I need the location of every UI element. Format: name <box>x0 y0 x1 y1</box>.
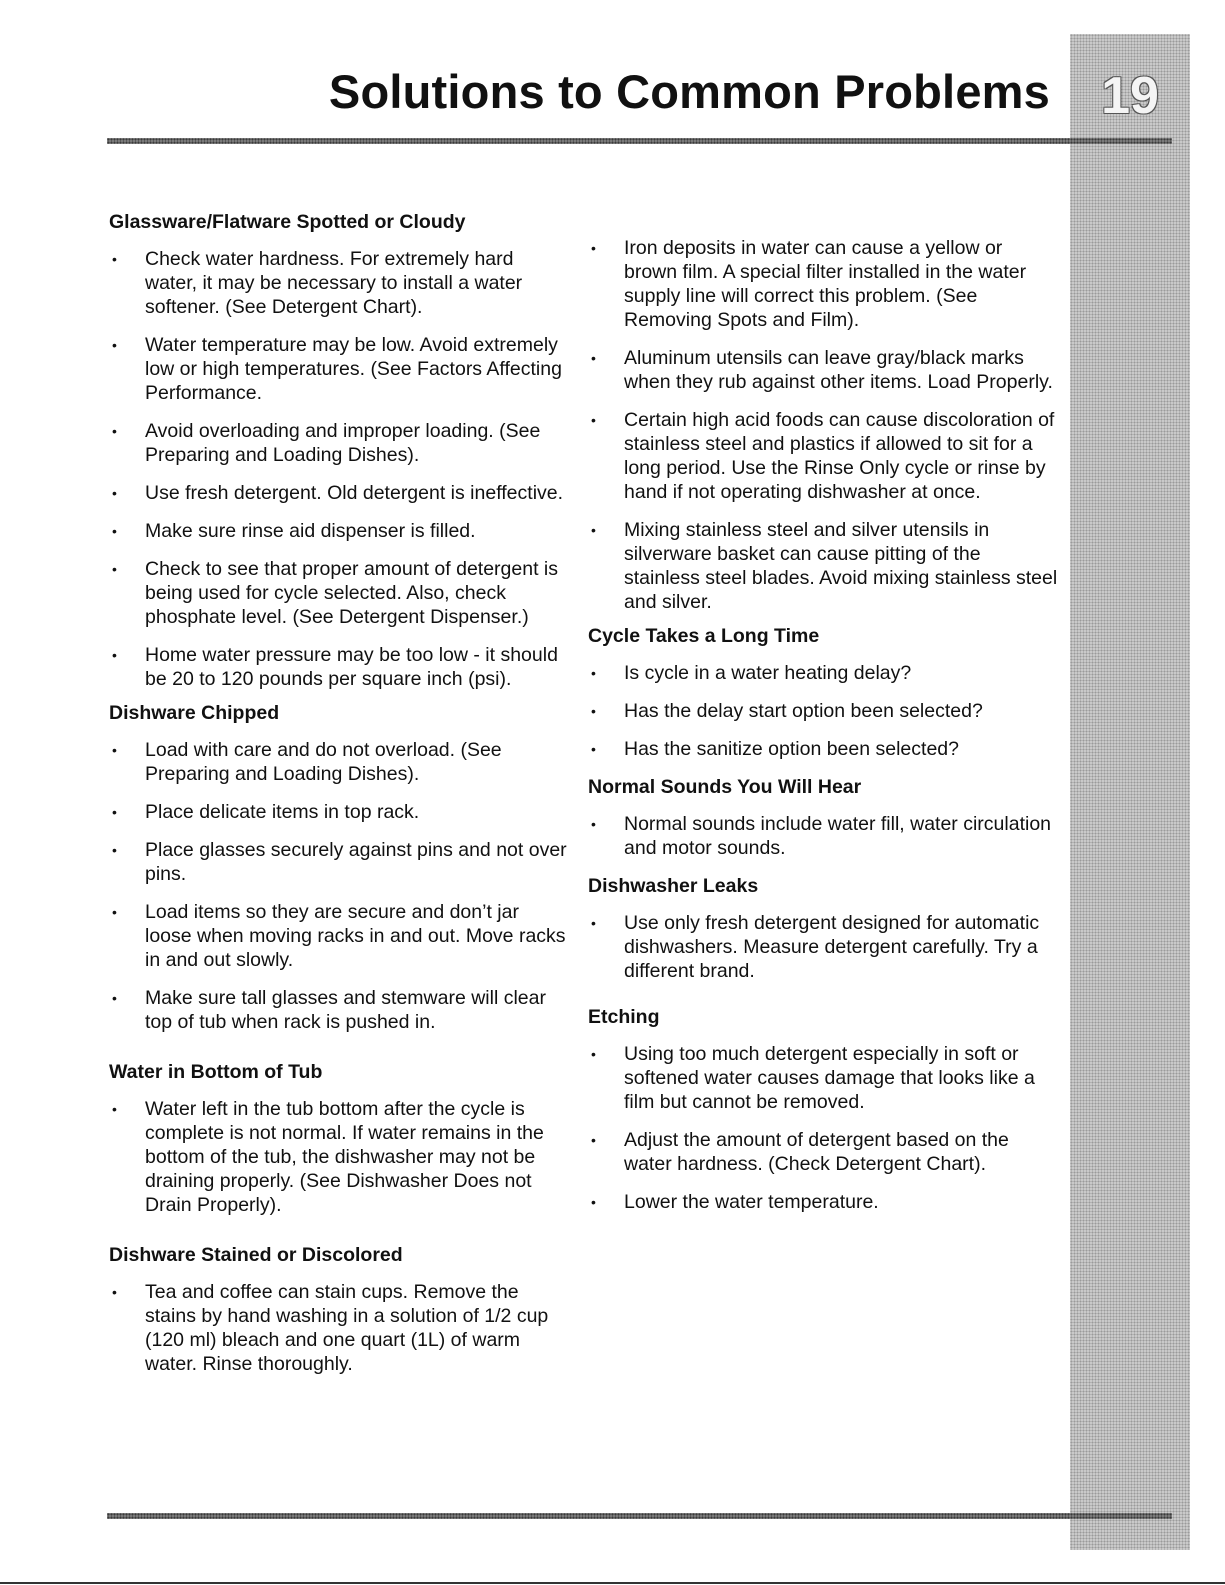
list-item-text: Make sure rinse aid dispenser is filled. <box>145 520 476 542</box>
list-item <box>588 1190 1058 1214</box>
bullet-icon: • <box>112 990 117 1006</box>
list-item <box>109 333 569 405</box>
section-heading: Glassware/Flatware Spotted or Cloudy <box>109 211 466 233</box>
bullet-icon: • <box>112 485 117 501</box>
bullet-icon: • <box>591 665 596 681</box>
bullet-icon: • <box>591 1132 596 1148</box>
list-item <box>588 408 1058 504</box>
list-item-text: Avoid overloading and improper loading. (See Preparing and Loading Dishes). <box>145 420 541 466</box>
list-item <box>588 812 1058 860</box>
list-item <box>109 247 569 319</box>
list-item-text: Home water pressure may be too low - it should be 20 to 120 pounds per square inch (psi). <box>145 644 558 690</box>
bullet-icon: • <box>112 523 117 539</box>
list-item <box>588 699 1058 723</box>
list-item <box>588 737 1058 761</box>
bullet-icon: • <box>591 412 596 428</box>
section <box>109 1243 569 1376</box>
list-item-text: Iron deposits in water can cause a yellow or brown film. A special filter installed in the water supply line will correct this problem. (See Removing Spots and Film). <box>624 237 1027 331</box>
list-item-text: Lower the water temperature. <box>624 1191 879 1213</box>
list-item <box>588 661 1058 685</box>
bullet-icon: • <box>112 804 117 820</box>
list-item <box>109 1097 569 1217</box>
list-item-text: Mixing stainless steel and silver utensils in silverware basket can cause pitting of the stainless steel blades. Avoid mixing stainless steel and silver. <box>624 519 1058 613</box>
section <box>109 210 569 691</box>
bullet-icon: • <box>112 904 117 920</box>
bullet-icon: • <box>591 703 596 719</box>
list-item <box>588 911 1058 983</box>
section <box>588 624 1058 761</box>
list-item-text: Normal sounds include water fill, water circulation and motor sounds. <box>624 813 1052 859</box>
list-item-text: Make sure tall glasses and stemware will clear top of tub when rack is pushed in. <box>145 987 546 1033</box>
list-item-text: Water temperature may be low. Avoid extremely low or high temperatures. (See Factors Affecting Performance. <box>145 334 562 404</box>
list-item-text: Has the delay start option been selected? <box>624 700 983 722</box>
list-item <box>109 986 569 1034</box>
bullet-list <box>109 247 569 691</box>
list-item <box>588 236 1058 332</box>
list-item-text: Load with care and do not overload. (See Preparing and Loading Dishes). <box>145 739 502 785</box>
section <box>588 1005 1058 1214</box>
bullet-icon: • <box>112 1101 117 1117</box>
list-item <box>588 518 1058 614</box>
list-item-text: Has the sanitize option been selected? <box>624 738 959 760</box>
list-item <box>109 419 569 467</box>
list-item-text: Load items so they are secure and don’t jar loose when moving racks in and out. Move racks in and out slowly. <box>145 901 566 971</box>
bullet-list <box>588 1042 1058 1214</box>
bullet-icon: • <box>591 1046 596 1062</box>
bullet-list <box>588 812 1058 860</box>
bullet-list <box>588 661 1058 761</box>
bullet-icon: • <box>112 842 117 858</box>
section-heading: Cycle Takes a Long Time <box>588 625 820 647</box>
bullet-icon: • <box>112 251 117 267</box>
list-item <box>109 643 569 691</box>
list-item-text: Place glasses securely against pins and not over pins. <box>145 839 567 885</box>
section-heading: Water in Bottom of Tub <box>109 1061 323 1083</box>
right-column <box>588 210 1058 1228</box>
bullet-icon: • <box>591 350 596 366</box>
section <box>109 701 569 1034</box>
list-item <box>109 519 569 543</box>
left-column <box>109 210 569 1390</box>
list-item-text: Check water hardness. For extremely hard water, it may be necessary to install a water softener. (See Detergent Chart). <box>145 248 523 318</box>
list-item <box>588 346 1058 394</box>
bullet-list <box>588 236 1058 614</box>
list-item-text: Water left in the tub bottom after the cycle is complete is not normal. If water remains in the bottom of the tub, the dishwasher may not be draining properly. (See Dishwasher Does not Drain Properly). <box>145 1098 544 1216</box>
section-heading: Dishware Stained or Discolored <box>109 1244 403 1266</box>
list-item-text: Certain high acid foods can cause discoloration of stainless steel and plastics if allowed to sit for a long period. Use the Rinse Only cycle or rinse by hand if not operating dishwasher at once. <box>624 409 1055 503</box>
list-item-text: Using too much detergent especially in soft or softened water causes damage that looks like a film but cannot be removed. <box>624 1043 1035 1113</box>
bullet-icon: • <box>591 741 596 757</box>
bullet-icon: • <box>591 915 596 931</box>
list-item <box>109 738 569 786</box>
bullet-icon: • <box>591 522 596 538</box>
list-item <box>109 1280 569 1376</box>
bullet-icon: • <box>112 423 117 439</box>
footer-rule <box>107 1513 1172 1519</box>
list-item-text: Use fresh detergent. Old detergent is ineffective. <box>145 482 564 504</box>
section-heading: Dishwasher Leaks <box>588 875 759 897</box>
bullet-list <box>109 738 569 1034</box>
section <box>109 1060 569 1217</box>
bullet-icon: • <box>112 1284 117 1300</box>
side-tab <box>1070 34 1190 1550</box>
section-heading: Normal Sounds You Will Hear <box>588 776 862 798</box>
bullet-icon: • <box>112 742 117 758</box>
section <box>588 775 1058 860</box>
header-rule <box>107 138 1172 144</box>
bullet-icon: • <box>112 561 117 577</box>
bullet-icon: • <box>112 337 117 353</box>
page-edge-line <box>0 1582 1225 1584</box>
list-item <box>588 1128 1058 1176</box>
list-item <box>109 838 569 886</box>
bullet-icon: • <box>591 240 596 256</box>
bullet-icon: • <box>591 1194 596 1210</box>
page-title: Solutions to Common Problems <box>328 65 1050 118</box>
list-item-text: Is cycle in a water heating delay? <box>624 662 912 684</box>
list-item-text: Place delicate items in top rack. <box>145 801 420 823</box>
bullet-icon: • <box>112 647 117 663</box>
list-item-text: Use only fresh detergent designed for automatic dishwashers. Measure detergent carefully. Try a different brand. <box>624 912 1040 982</box>
bullet-list <box>109 1097 569 1217</box>
list-item-text: Adjust the amount of detergent based on the water hardness. (Check Detergent Chart). <box>624 1129 1009 1175</box>
list-item <box>109 800 569 824</box>
list-item-text: Check to see that proper amount of detergent is being used for cycle selected. Also, check phosphate level. (See Detergent Dispenser.) <box>145 558 558 628</box>
section <box>588 874 1058 983</box>
section-heading: Dishware Chipped <box>109 702 280 724</box>
list-item-text: Aluminum utensils can leave gray/black marks when they rub against other items. Load Properly. <box>624 347 1053 393</box>
bullet-list <box>109 1280 569 1376</box>
bullet-list <box>588 911 1058 983</box>
list-item <box>109 481 569 505</box>
list-item-text: Tea and coffee can stain cups. Remove the stains by hand washing in a solution of 1/2 cup (120 ml) bleach and one quart (1L) of warm water. Rinse thoroughly. <box>145 1281 549 1375</box>
list-item <box>588 1042 1058 1114</box>
list-item <box>109 557 569 629</box>
list-item <box>109 900 569 972</box>
page-number: 19 <box>1101 67 1159 125</box>
bullet-icon: • <box>591 816 596 832</box>
section-heading: Etching <box>588 1006 660 1028</box>
